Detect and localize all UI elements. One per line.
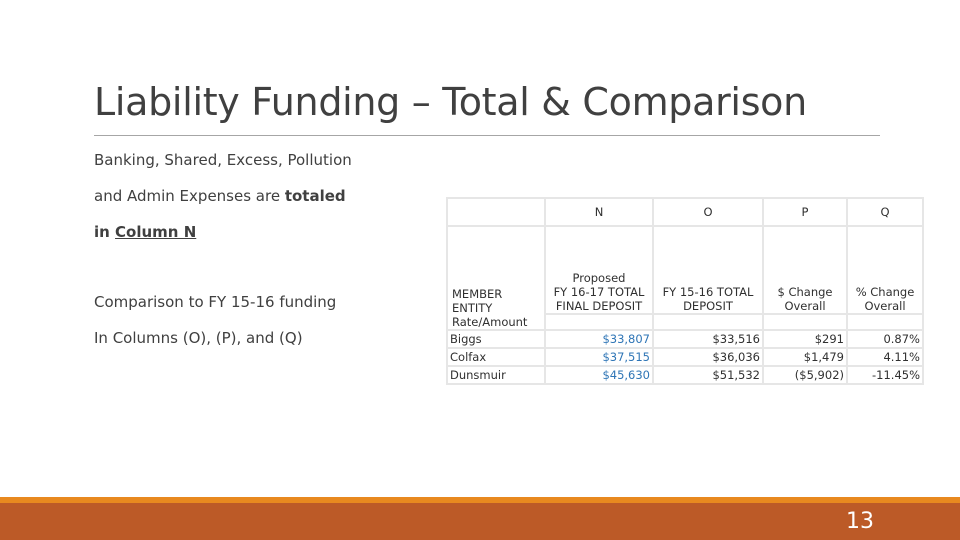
body-text-line-3-bold: in [94,223,116,241]
column-letter-row [447,198,923,226]
header-n-line-2: FY 16-17 TOTAL [553,285,645,299]
title-divider [94,135,880,136]
value-q: -11.45% [847,366,923,384]
value-q: 4.11% [847,348,923,366]
value-n: $37,515 [545,348,653,366]
entity-name: Dunsmuir [447,366,545,384]
member-header-line-2: ENTITY [452,301,493,315]
header-o-line-1: FY 15-16 TOTAL [662,285,754,299]
body-text-line-5: In Columns (O), (P), and (Q) [94,329,303,347]
header-n-line-3: FINAL DEPOSIT [555,299,643,313]
header-n [545,226,653,314]
body-text-line-2-bold: totaled [284,187,346,205]
body-text-line-4: Comparison to FY 15-16 funding [94,293,337,311]
header-q-line-2: Overall [864,299,906,313]
header-p-line-2: Overall [784,299,826,313]
footer-bar [0,503,960,540]
table-row [447,348,923,366]
column-letter-q: Q [847,198,923,226]
header-q [847,226,923,314]
funding-table [446,197,924,385]
value-o: $36,036 [653,348,763,366]
body-text-line-3-underlined: Column N [115,223,197,241]
value-n: $33,807 [545,330,653,348]
column-letter-o: O [653,198,763,226]
spacer-cell [653,314,763,330]
blank-header-cell [447,198,545,226]
column-letter-p: P [763,198,847,226]
value-q: 0.87% [847,330,923,348]
entity-name: Colfax [447,348,545,366]
column-letter-n: N [545,198,653,226]
spacer-cell [847,314,923,330]
spacer-cell [545,314,653,330]
header-p-line-1: $ Change [777,285,833,299]
member-header-line-3: Rate/Amount [452,315,528,329]
table-row [447,366,923,384]
header-o [653,226,763,314]
page-number: 13 [846,509,874,534]
entity-name: Biggs [447,330,545,348]
header-row [447,226,923,314]
slide-title: Liability Funding – Total & Comparison [94,80,807,124]
table-row [447,330,923,348]
body-text-line-2-plain: and Admin Expenses are [94,187,285,205]
member-entity-header [447,226,545,330]
value-p: ($5,902) [763,366,847,384]
member-header-line-1: MEMBER [452,287,503,301]
body-text-line-2 [94,187,346,205]
value-o: $33,516 [653,330,763,348]
spacer-cell [763,314,847,330]
header-o-line-2: DEPOSIT [683,299,733,313]
header-q-line-1: % Change [855,285,915,299]
body-text-line-1: Banking, Shared, Excess, Pollution [94,151,352,169]
value-p: $1,479 [763,348,847,366]
value-p: $291 [763,330,847,348]
header-p [763,226,847,314]
value-o: $51,532 [653,366,763,384]
header-n-line-1: Proposed [572,271,626,285]
value-n: $45,630 [545,366,653,384]
body-text-line-3 [94,223,196,241]
